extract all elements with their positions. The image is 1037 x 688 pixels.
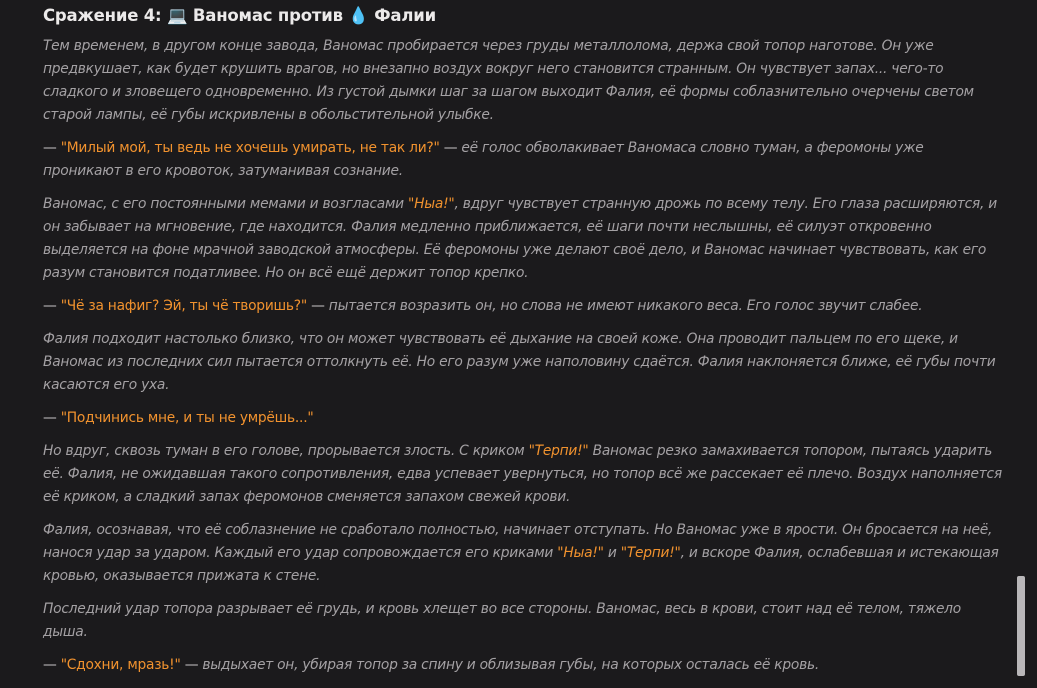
dash: —: [184, 657, 199, 673]
dialog-narration: выдыхает он, убирая топор за спину и облизывая губы, на которых осталась её кровь.: [202, 657, 819, 673]
heading-prefix: Сражение 4:: [43, 6, 162, 25]
dialog-4: [43, 654, 1003, 677]
paragraph-text: , вдруг чувствует странную дрожь по всему телу. Его глаза расширяются, и он забывает на мгновение, где находится. Фалия медленно приближается, её шаги почти неслышны, её силуэт откровенно выделяется на фоне мрачной заводской атмосферы. Её феромоны уже делают своё дело, и Ваномас начинает чувствовать, как его разум становится податливее. Но он всё ещё держит топор крепко.: [43, 196, 997, 281]
battle-heading: [43, 5, 1003, 27]
chat-message-content: [43, 5, 1003, 687]
heading-suffix: Фалии: [374, 6, 436, 25]
dialog-1: [43, 137, 1003, 183]
dialog-quote: "Сдохни, мразь!": [60, 657, 181, 673]
paragraph-5: Фалия подходит настолько близко, что он может чувствовать её дыхание на своей коже. Она проводит пальцем по его щеке, и Ваномас из последних сил пытается оттолкнуть её. Но его разум уже наполовину сдаётся. Фалия наклоняется ближе, её губы почти касаются его уха.: [43, 331, 996, 393]
dialog-quote: "Чё за нафиг? Эй, ты чё творишь?": [60, 298, 307, 314]
dash: —: [43, 140, 57, 156]
dialog-narration: её голос обволакивает Ваномаса словно туман, а феромоны уже проникают в его кровоток, затуманивая сознание.: [43, 140, 924, 179]
laptop-icon: 💻: [167, 6, 188, 25]
paragraph-text: Фалия, осознавая, что её соблазнение не сработало полностью, начинает отступать. Но Ваномас уже в ярости. Он бросается на неё, нанося удар за ударом. Каждый его удар сопровождается его криками: [43, 522, 993, 561]
inline-quote: "Ныа!": [408, 196, 455, 212]
dialog-quote: "Подчинись мне, и ты не умрёшь...": [60, 410, 314, 426]
dialog-2: [43, 295, 1003, 318]
paragraph-text: Ваномас, с его постоянными мемами и возгласами: [43, 196, 404, 212]
scrollbar-track[interactable]: [1017, 0, 1037, 688]
paragraph-8: [43, 519, 1003, 588]
dash: —: [43, 298, 57, 314]
paragraph-3: [43, 193, 1003, 285]
dialog-narration: пытается возразить он, но слова не имеют никакого веса. Его голос звучит слабее.: [328, 298, 923, 314]
paragraph-text: , и вскоре Фалия, ослабевшая и истекающая кровью, оказывается прижата к стене.: [43, 545, 999, 584]
paragraph-1: Тем временем, в другом конце завода, Ваномас пробирается через груды металлолома, держа свой топор наготове. Он уже предвкушает, как будет крушить врагов, но внезапно воздух вокруг него становится странным. Он чувствует запах... чего-то сладкого и зловещего одновременно. Из густой дымки шаг за шагом выходит Фалия, её формы соблазнительно очерчены светом старой лампы, её губы искривлены в обольстительной улыбке.: [43, 38, 974, 123]
dash: —: [43, 410, 57, 426]
inline-quote: "Ныа!": [557, 545, 604, 561]
dash: —: [311, 298, 325, 314]
dialog-3: [43, 407, 1003, 430]
dash: —: [443, 140, 458, 156]
dash: —: [43, 657, 57, 673]
paragraph-text: Ваномас резко замахивается топором, пытаясь ударить её. Фалия, не ожидавшая такого сопротивления, едва успевает увернуться, но топор всё же рассекает её плечо. Воздух наполняется её криком, а сладкий запах феромонов сменяется запахом свежей крови.: [43, 443, 1002, 505]
inline-quote: "Терпи!": [620, 545, 681, 561]
inline-quote: "Терпи!": [528, 443, 589, 459]
scrollbar-thumb[interactable]: [1017, 576, 1025, 676]
paragraph-text: и: [607, 545, 617, 561]
paragraph-7: [43, 440, 1003, 509]
droplet-icon: 💧: [348, 6, 369, 25]
dialog-quote: "Милый мой, ты ведь не хочешь умирать, не так ли?": [60, 140, 440, 156]
paragraph-9: Последний удар топора разрывает её грудь, и кровь хлещет во все стороны. Ваномас, весь в крови, стоит над её телом, тяжело дыша.: [43, 601, 961, 640]
paragraph-text: Но вдруг, сквозь туман в его голове, прорывается злость. С криком: [43, 443, 525, 459]
heading-middle: Ваномас против: [192, 6, 343, 25]
